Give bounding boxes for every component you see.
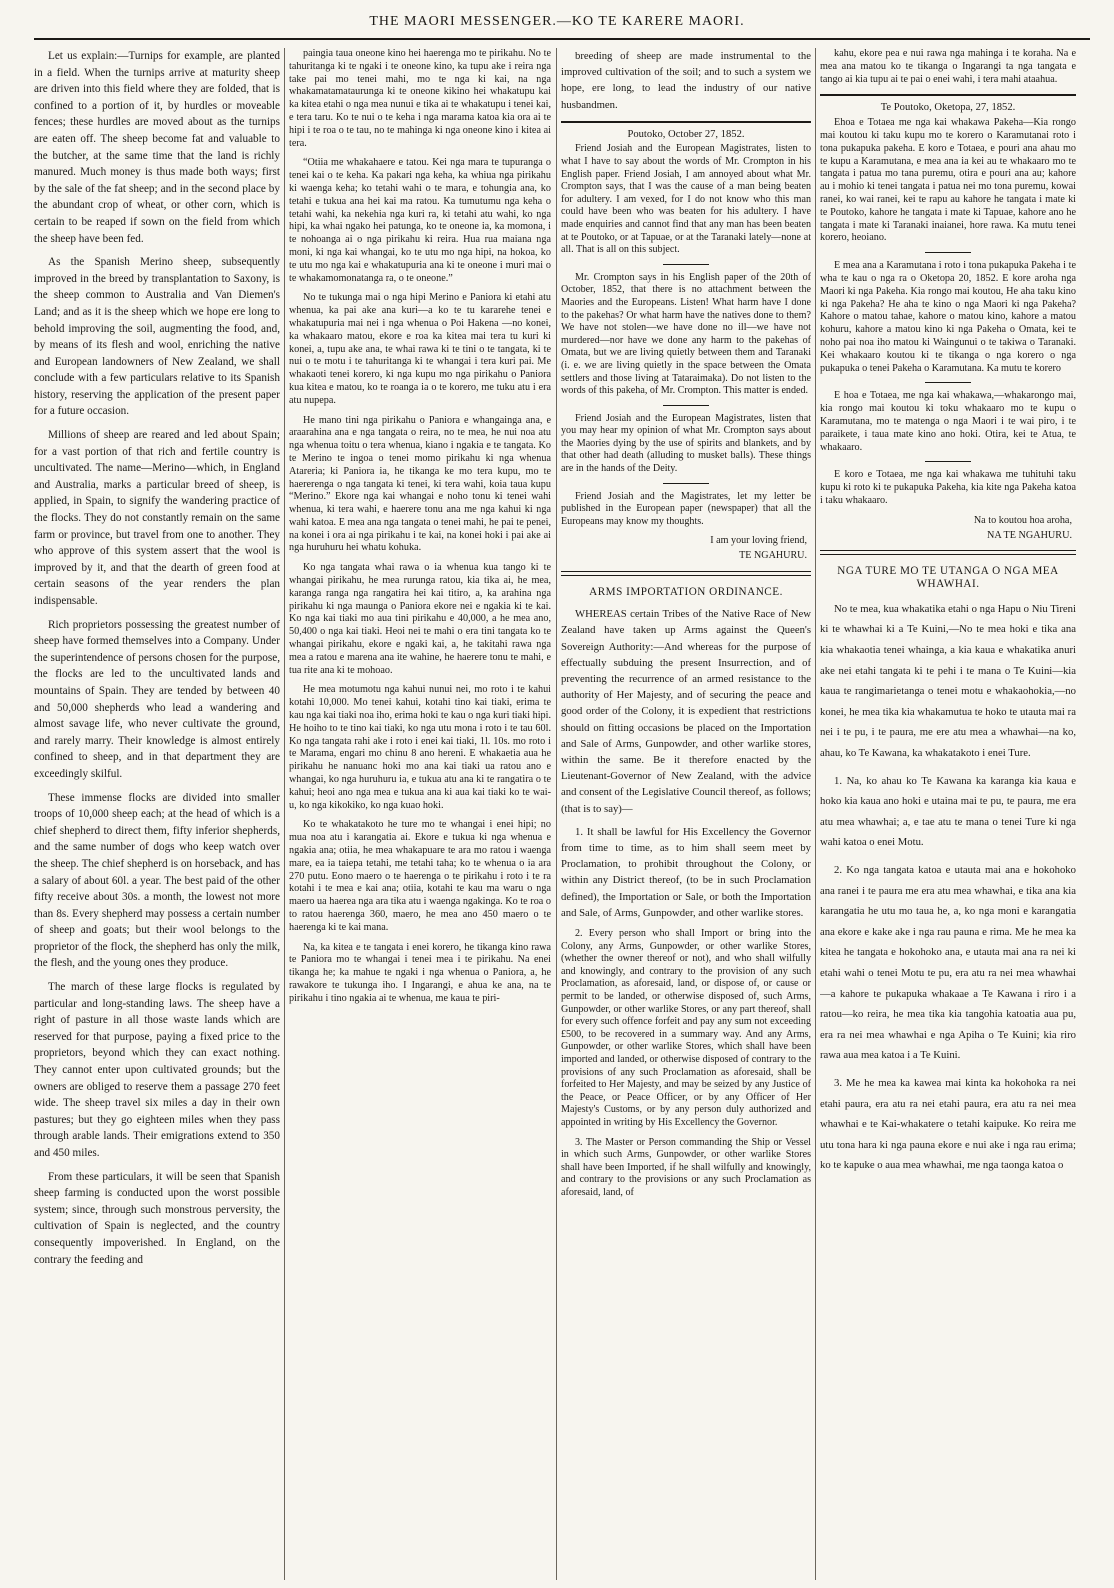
ordinance-paragraph: 2. Ko nga tangata katoa e utauta mai ana e hokohoko ana ranei i te paura me era atu mea whawhai, e tika ana kia karangatia he utu mo taua he, a, ko nga moni e karangatia ana ekore e kake ake i nga rau pauna e rima. Me he mea ka kitea he tangata e hokohoko ana, e utauta mai ana ra nei ki etahi wahi o tenei Motu te pu, era atu ra nei mea whawhai—a kahore te pukapuka whakaae a Te Kawana i riro i a ratou—ko reira, he mea tika kia tangohia katoatia aua pu, era ra nei mea whawhai e nga Apiha o Te Kuini; kia riro rawa aua mea katoa i a Te Kuini. [820,864,1076,1062]
letter-paragraph: Friend Josiah and the European Magistrates, listen to what I have to say about the words of Mr. Crompton in his English paper. Friend Josiah, I am annoyed about what Mr. Crompton says, that I was the cause of a man being beaten for adultery. I am vexed, for I do not know who this man could have been who was beaten for his adultery. I have made enquiries and cannot find that any man has been beaten at te Poutoko, or at Tapuae, or at the Taranaki lately—none at all. That is all on this subject. [561,143,811,256]
paragraph: “Otiia me whakahaere e tatou. Kei nga mara te tupuranga o tenei kai o te keha. Ka pakari nga keha, ka whiua nga pirikahu ki waenga keha; ko tetahi wahi o te mara, e tohungia ana, ko tetahi e tukua ana hei kai ma ratou. Ka tumutumu nga keha o tetahi wahi, ka nekehia nga kuri ra, ki tetahi atu wahi, ko nga hipi, ka whai ngako hei patunga, ko te oneone ia, ka momona, i te nohoanga ai o nga pirikahu ki reira. Hua rua maiana nga moni, ki nga kai whangai, ko te utu mo nga hipi, na hokoa, ko te utu mo nga kai e whakatupuria ana ki te oneone i muri mai o te whakamomonatanga ra, o te oneone.” [289,157,551,284]
ordinance-paragraph: 3. Me he mea ka kawea mai kinta ka hokohoka ra nei etahi paura, era atu ra nei etahi paura, era atu ra nei mea whawhai e te Kai-whakatere o tetahi kaipuke. Ko reira me utu tona hara ki nga pauna ekore e nui ake i nga rau erima; ko te kapuke o aua mea whawhai, me nga taonga katoa o [820,1076,1076,1172]
letter-dateline: Poutoko, October 27, 1852. [627,128,745,140]
column-divider [815,48,816,1580]
paragraph: He mea motumotu nga kahui nunui nei, mo roto i te kahui kotahi 10,000. Mo tenei kahui, kotahi tino kai tiaki, erima te kau nga kai tiaki noa iho, erima hoki te kau o nga kuri tiaki hipi. He hoiho to te tino kai tiaki, ko nga utu mona i roto i te tau 60l. Ko nga tangata rahi ake i roto i enei kai tiaki, 1l. 10s. mo roto i te Marama, engari mo chinu 8 ano hereni. E whakaetia aua he pirikahu he nanuanc hoki mo ana kai tiaki ua ratou ano e whangai, ko nga huruhuru ia, e tukua atu ana ki te rangatira o te kahui; heoi ano nga mea e tukua ana ki aua kai tiaki ko te wai-u, ko nga kikokiko, ko nga kuao hoki. [289,684,551,811]
paragraph: Millions of sheep are reared and led about Spain; for a vast portion of that rich and fertile country is uncultivated. The name—Merino—which, in England and Australia, marks a particular breed of sheep, is applied, in Spain, to signify the wandering practice of the flocks. They do not constantly remain on the same farm or province, but travel from one to another. They who approve of this system assert that the wool is improved by it, and that the dearth of green food at certain seasons of the year renders the plan indispensable. [34,429,280,607]
short-rule [925,461,971,462]
section-double-rule [561,571,811,576]
letter-signature: TE NGAHURU. [739,550,807,562]
ordinance-paragraph: 3. The Master or Person commanding the Ship or Vessel in which such Arms, Gunpowder, or other warlike Stores shall have been Imported, if he shall wilfully and knowingly, and contrary to the provisions or any such Proclamation as aforesaid, land, of [561,1136,811,1198]
paragraph: He mano tini nga pirikahu o Paniora e whangainga ana, e araarahina ana e nga tangata o reira, no te mea, he nui noa atu nga whenua toitu o tera whenua, kiano i ngakia e te tangata. Ko te Merino te ingoa o tenei momo pirikahu ki nga whenua Atareria; ki Paniora ia, he tikanga ke mo tera kupu, mo te haererenga o nga tangata ki tenei, ki tera wahi, koia taua kupu “Merino.” Ekore nga kai whangai e noho tonu ki tenei wahi whenua, ki tera wahi, e haerere tonu ana me nga kahui ki nga wahi katoa. E mea ana nga tangata o tenei mahi, he pai te penei, na konei i ora ai nga pirikahu i te kai, na konei hoki i pai ake ai nga huruhuru hei whatu kohuka. [289,414,551,554]
short-rule [925,252,971,253]
column-divider [556,48,557,1580]
letter-paragraph: Friend Josiah and the Magistrates, let my letter be published in the European paper (newspaper) that all the Europeans may know my thoughts. [561,490,811,527]
header-rule [34,38,1090,40]
paragraph: breeding of sheep are made instrumental to the improved cultivation of the soil; and to such a system we hope, ere long, to lead the industry of our native husbandmen. [561,50,811,111]
section-rule [561,121,811,123]
ordinance-heading: ARMS IMPORTATION ORDINANCE. [589,585,783,598]
paragraph: paingia taua oneone kino hei haerenga mo te pirikahu. No te tahuritanga ki te ngaki i te oneone kino, ka tupu ake i reira nga take pai mo tenei mahi, mo te nga ki kai, na nga whakamatamataurunga ki te oneone kikino hei whakatupu kai ka kitea etahi o nga mea nunui e tika ai te whakatupu i tenei kai, e tera taru. Ko te nui o te keha i nga marama katoa kia ora ai te hipi i te roa o te tau, no te mahinga ki nga oneone kino i kitea ai tera. [289,48,551,149]
letter-dateline: Te Poutoko, Oketopa, 27, 1852. [880,102,1016,114]
column-2-sheep-article-maori [289,48,551,1580]
ordinance-heading: NGA TURE MO TE UTANGA O NGA MEA WHAWHAI. [837,565,1059,591]
paragraph: No te tukunga mai o nga hipi Merino e Paniora ki etahi atu whenua, ka pai ake ana kuri—a ko te tu kararehe tenei e whakatupuria mai nei i nga whenua o Poi Hakena —no konei, ka whakaaro matou, ekore e roa ka kitea mai tera tu kuri ki konei, a, tupu ake ana, te whai rawa ki te tini o te tangata, ki te nui o te motu i te tahuritanga ki te whangai i tera kuri pai. Me whakaoti tenei korero, ki nga kupu mo nga pirikahu o Paniora kua kitea e matou, ko te roanga ia o te korero, me tuku atu i era atu nupepa. [289,292,551,406]
short-rule [925,382,971,383]
letter-paragraph: E koro e Totaea, me nga kai whakawa me tuhituhi taku kupu ki roto ki te pukapuka Pakeha, kia kite nga Pakeha katoa i taku whakaaro. [820,469,1076,506]
paragraph: Na, ka kitea e te tangata i enei korero, he tikanga kino rawa te Paniora mo te whangai i tenei mea i te pirikahu. Na enei tikanga he; ka mahue te ngaki i nga whenua o Paniora, a, he rawakore te tukunga iho. I Ingarangi, e ahua ke ana, na te pirikahu i tino ngakia ai te whenua, me kaua te piri- [289,941,551,1004]
letter-paragraph: Ehoa e Totaea me nga kai whakawa Pakeha—Kia rongo mai koutou ki taku kupu mo te korero o Karamutanai roto i tona pukapuka pakeha. E koro e Totaea, e pouri ana ahau mo te kupu a Karamutana, e mea ana ia kei au te whakaaro mo te tangata i patua mo tana puremu, otira e pouri ana au; kahore au i mohio ki tenei tangata i patua nei mo tona puremu, kowai ranei, ko wai ranei, kei te rapu au kahore he tangata i mate ki te Poutoko, kahore he tangata i mate ki Tapuae, kahore ano he tangata i mate ki Taranaki inaianei, hore rawa. Ka mutu tenei korero, heoiano. [820,117,1076,244]
paragraph: Ko nga tangata whai rawa o ia whenua kua tango ki te whangai pirikahu, he mea rurunga ratou, kia tika ai, he mea, karanga ranga nga rangatira hei kai titiro, a, ka arahina nga pirikahu ki nga maunga o Paniora ekore nei e ngakia ki te kai. Ko nga kai tiaki mo aua tini pirikahu e 40,000, a he mea ano, 50,400 o nga kai tiaki. Heoi nei te mahi o era tini tangata ko te whangai pirikahu, ekore e ngaki kai, a, he takitahi rawa nga mea a ratou e marena ana ite wahine, he haerere tonu te mahi, e tua rite ana ki te mohoao. [289,562,551,676]
ordinance-paragraph: 2. Every person who shall Import or bring into the Colony, any Arms, Gunpowder, or other warlike Stores, (whether the owner thereof or not), and who shall wilfully and knowingly, and contrary to the provision of any such Proclamation, as aforesaid, land, or dispose of, or cause or permit to be landed, or otherwise disposed of, such Arms, Gunpowder, or other warlike Stores, or any part thereof, shall for every such offence forfeit and pay any sum not exceeding £500, to be recovered in a summary way. And any Arms, Gunpowder, or other warlike Stores, which shall have been imported and landed, or otherwise disposed of contrary to the provisions of any such Proclamation as aforesaid, shall be forfeited to Her Majesty, and may be seized by any Justice of the Peace, or Peace Officer, or by any Officer of Her Majesty's Customs, or by any person duly authorized and appointed in writing by His Excellency the Governor. [561,928,811,1128]
paragraph: Rich proprietors possessing the greatest number of sheep have formed themselves into a Company. Under the superintendence of persons chosen for the purpose, the flocks are led to the uncultivated lands and mountains of Spain. They are tended by between 40 and 50,000 shepherds who lead a wandering and almost savage life, who never cultivate the ground, and rarely marry. Their knowledge is almost entirely confined to sheep, and in that department they are exceedingly skilful. [34,618,280,780]
letter-paragraph: E hoa e Totaea, me nga kai whakawa,—whakarongo mai, kia rongo mai koutou ki toku whakaaro mo te kupu o Karamutana, mo te matenga o nga Maori i te wai piro, i te paraikete, i taua mate kino ano hoki. Otira, kei te Atua, te whakaaro. [820,390,1076,453]
letter-paragraph: Mr. Crompton says in his English paper of the 20th of October, 1852, that there is no attachment between the Maories and the Europeans. Listen! What harm have I done to the pakehas? Or what harm have the natives done to them? We have not stolen—we have done no ill—we have not murdered—nor have we done any harm to the pakehas of Omata, but we are living quietly between them and Taranaki (i. e. we are living quietly in the space between the Omata settlers and those living at Tataraimaka). Do not listen to the words of this pakeha, of Mr. Crompton. This matter is ended. [561,271,811,397]
paragraph: kahu, ekore pea e nui rawa nga mahinga i te koraha. Na e mea ana matou ko te tikanga o Ingarangi ta nga tangata e tango ai kia tupu ai te pai o enei wahi, i tera mahi ataahua. [820,48,1076,85]
letter-paragraph: E mea ana a Karamutana i roto i tona pukapuka Pakeha i te wha te kau o nga ra o Oketopa 20, 1852. E kore aroha nga Maori ki nga Pakeha. Kia rongo mai koutou, He aha taku kino ki nga Pakeha? He aha te kino o nga Maori ki nga Pakeha? Kahore o matou tahae, kahore o matou kino, kahore a matou kohuru, kahore a matou kino ki nga Pakeha o Omata, kei te noho pai noa iho matou ki Waingunui o te takiwa o Taranaki. Kei whakaaro koutou ki te tikanga o nga korero o nga pukapuka o tenei Pakeha o Karamutana. Ka mutu te korero [820,260,1076,374]
column-4-letter-and-ordinance-maori [820,48,1076,1580]
paragraph: The march of these large flocks is regulated by particular and long-standing laws. The sheep have a right of pasture in all those waste lands which are reserved for that purpose, paying a fixed price to the proprietors, beyond which they can exact nothing. They cannot enter upon cultivated grounds; but the owners are obliged to reserve them a passage 270 feet wide. The sheep travel six miles a day in their own pastures; but they go eighteen miles when they pass through arable lands. Their emigrations extend to 350 and 450 miles. [34,981,280,1159]
letter-paragraph: Friend Josiah and the European Magistrates, listen that you may hear my opinion of what Mr. Crompton says about the Maories dying by the use of spirits and blankets, and by that other had death (alluding to musket balls). These things are in the hands of the Deity. [561,412,811,475]
ordinance-paragraph: No te mea, kua whakatika etahi o nga Hapu o Niu Tireni ki te whawhai ki a Te Kuini,—No te mea hoki e tika ana kia whakaotia tenei whainga, a kia kaua e whakatika anuri ake nei etahi tangata ki te pehi i te mana o Te Kuini—kia kaua te rangimarietanga o tenei motu e whakaohokia,—no konei, he mea tika kia whakamutua te hoko te utauta mai ra nei i te pu, i te paura, me ere atu mea a whawhai—na ko, ahau, ko Te Kawana, ka whakatakoto i enei Ture. [820,602,1076,760]
section-rule [820,94,1076,96]
ordinance-paragraph: 1. Na, ko ahau ko Te Kawana ka karanga kia kaua e hoko kia kaua ano hoki e utaina mai te pu, te paura, me era atu mea whawhai; a, e tae atu te mana o tenei Ture ki nga wahi katoa o enei Motu. [820,774,1076,849]
section-double-rule [820,550,1076,555]
ordinance-paragraph: WHEREAS certain Tribes of the Native Race of New Zealand have taken up Arms against the Queen's Sovereign Authority:—And whereas for the purpose of effectually subduing the present Insurrection, and of preventing the recurrence of an armed resistance to the authority of Her Majesty, and of securing the peace and good order of the Colony, it is expedient that restrictions should on fitting occasions be placed on the Importation and Sale of Arms, Gunpowder, and other warlike stores, within the same. Be it therefore enacted by the Lieutenant-Governor of New Zealand, with the advice and consent of the Legislative Council thereof, as follows; (that is to say)— [561,608,811,815]
column-divider [284,48,285,1580]
column-1-sheep-article [34,48,280,1580]
paragraph: These immense flocks are divided into smaller troops of 10,000 sheep each; at the head of which is a chief shepherd to direct them, fifty inferior shepherds, and the same number of dogs who keep watch over the sheep. The chief shepherd is on horseback, and has a salary of about 60l. a year. The best paid of the other fifty receive about 30s. a month, the lowest not more than 8s. Every shepherd may possess a certain number of sheep and goats; but their wool belongs to the proprietor of the flock, the shepherd has only the milk, the flesh, and the young ones they produce. [34,791,280,970]
letter-signature: NA TE NGAHURU. [987,529,1072,541]
ordinance-paragraph: 1. It shall be lawful for His Excellency the Governor from time to time, as to him shall seem meet by Proclamation, to prohibit throughout the Colony, or within any District thereof, (to be in such Proclamation defined), the Importation or Sale, or both the Importation and Sale, of Arms, Gunpowder, and other warlike stores. [561,825,811,919]
letter-closing: Na to koutou hoa aroha, [973,514,1072,526]
short-rule [663,405,709,406]
short-rule [663,483,709,484]
paragraph: Ko te whakatakoto he ture mo te whangai i enei hipi; no mua noa atu i karangatia ai. Ekore e tukua ki nga whenua e ngakia ana; otiia, he mea whakapuare te ara mo ratou i waenga mare, ea ia taiepa tetahi, me tetahi taha; ko te whenua o ia ara 270 putu. Eono maero o te haerenga o te pirikahu i roto i te ra kotahi i te mea e kai ana; otiia, kotahi te kau ma waru o nga maero ua haerea nga ara tika atu i waenga ngakinga. Ko te roa o to ratou haerenga 360, maero, he mea ano 450 maero o te haerenga ki te kai mana. [289,819,551,933]
running-head: THE MAORI MESSENGER.—KO TE KARERE MAORI. [369,14,745,29]
column-3-letter-and-ordinance [561,48,811,1580]
short-rule [663,264,709,265]
paragraph: From these particulars, it will be seen that Spanish sheep farming is conducted upon the worst possible system; since, through such monstrous perversity, the cultivation of Spain is neglected, and the country consequently impoverished. In England, on the contrary the feeding and [34,1170,280,1266]
letter-closing: I am your loving friend, [710,535,807,547]
paragraph: Let us explain:—Turnips for example, are planted in a field. When the turnips arrive at maturity sheep are driven into this field where they are folded, that is confined to a portion of it, by hurdles or moveable fences; these hurdles are moved about as the turnips are eaten off. The sheep become fat and valuable to the butcher, at the same time that the land is richly manured. Much money is thus made both ways; first by the sale of the fat sheep; and in the second place by the abundant crop of wheat, or other corn, which is certain to be reaped if sown on the field from which the sheep have been fed. [34,50,280,245]
paragraph: As the Spanish Merino sheep, subsequently improved in the breed by transplantation to Saxony, is the sheep common to Australia and Van Diemen's Land; and as it is the sheep which we hope ere long to behold improving the soil, augmenting the food, and, by means of its flesh and wool, enriching the native and European landowners of New Zealand, we shall conclude with a few particulars relative to its Spanish history, reserving the application of the present paper for a future occasion. [34,256,280,418]
